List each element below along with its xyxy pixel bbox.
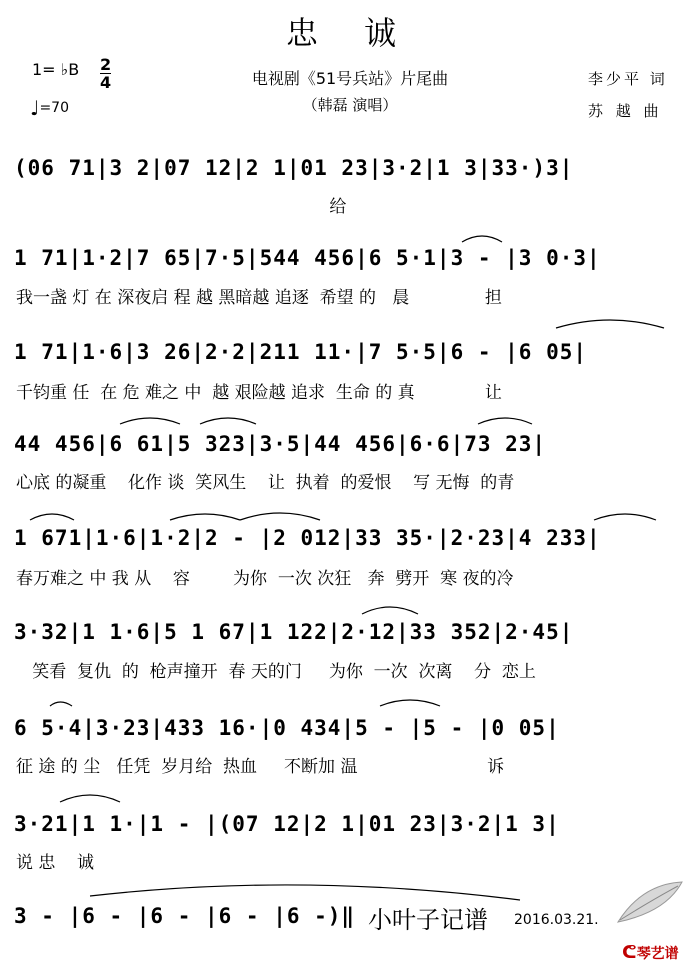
score-notes-row: (06 71|3 2|07 12|2 1|01 23|3·2|1 3|33·)3| <box>14 156 574 180</box>
score-lyrics-row: 征 途 的 尘 任凭 岁月给 热血 不断加 温 诉 <box>16 757 505 777</box>
score-lyrics-row: 春万难之 中 我 从 容 为你 一次 次狂 奔 劈开 寒 夜的冷 <box>16 569 514 589</box>
score-lyrics-row: 给 <box>16 197 347 217</box>
score-notes-row: 44 456|6 61|5 323|3·5|44 456|6·6|73 23| <box>14 432 547 456</box>
transcription-date: 2016.03.21. <box>514 912 599 928</box>
time-bottom: 4 <box>100 73 112 92</box>
score-lyrics-row: 心底 的凝重 化作 谈 笑风生 让 执着 的爱恨 写 无悔 的青 <box>16 473 515 493</box>
song-title: 忠 诚 <box>285 14 415 52</box>
score-lyrics-row: 说 忠 诚 <box>16 853 95 873</box>
score-notes-row: 3·21|1 1·|1 - |(07 12|2 1|01 23|3·2|1 3| <box>14 812 560 836</box>
singer-credit: （韩磊 演唱） <box>302 96 398 114</box>
score-lyrics-row: 我一盏 灯 在 深夜启 程 越 黑暗越 追逐 希望 的 晨 担 <box>16 288 502 308</box>
score-notes-row: 1 671|1·6|1·2|2 - |2 012|33 35·|2·23|4 233| <box>14 526 601 550</box>
logo-mark-icon: ᕦ <box>622 942 637 963</box>
site-logo <box>622 942 679 963</box>
score-notes-row: 3 - |6 - |6 - |6 - |6 -)‖ <box>14 904 356 928</box>
key-signature: 1= ♭B <box>32 60 80 79</box>
quarter-note-icon: ♩ <box>30 96 40 120</box>
logo-text: 琴艺谱 <box>636 946 679 962</box>
score-lyrics-row: 笑看 复仇 的 枪声撞开 春 天的门 为你 一次 次离 分 恋上 <box>16 662 536 682</box>
score-notes-row: 1 71|1·2|7 65|7·5|544 456|6 5·1|3 - |3 0·3| <box>14 246 601 270</box>
lyricist-credit: 李少平 词 <box>588 70 668 88</box>
score-notes-row: 3·32|1 1·6|5 1 67|1 122|2·12|33 352|2·45| <box>14 620 574 644</box>
tempo-value: =70 <box>39 100 69 116</box>
subtitle: 电视剧《51号兵站》片尾曲 <box>251 69 449 88</box>
composer-credit: 苏 越 曲 <box>588 102 663 120</box>
score-notes-row: 6 5·4|3·23|433 16·|0 434|5 - |5 - |0 05| <box>14 716 560 740</box>
score-lyrics-row: 千钧重 任 在 危 难之 中 越 艰险越 追求 生命 的 真 让 <box>16 383 502 403</box>
leaf-icon <box>608 878 688 928</box>
time-top: 2 <box>100 55 112 74</box>
score-notes-row: 1 71|1·6|3 26|2·2|211 11·|7 5·5|6 - |6 05| <box>14 340 588 364</box>
transcriber-signature: 小叶子记谱 <box>368 906 488 934</box>
